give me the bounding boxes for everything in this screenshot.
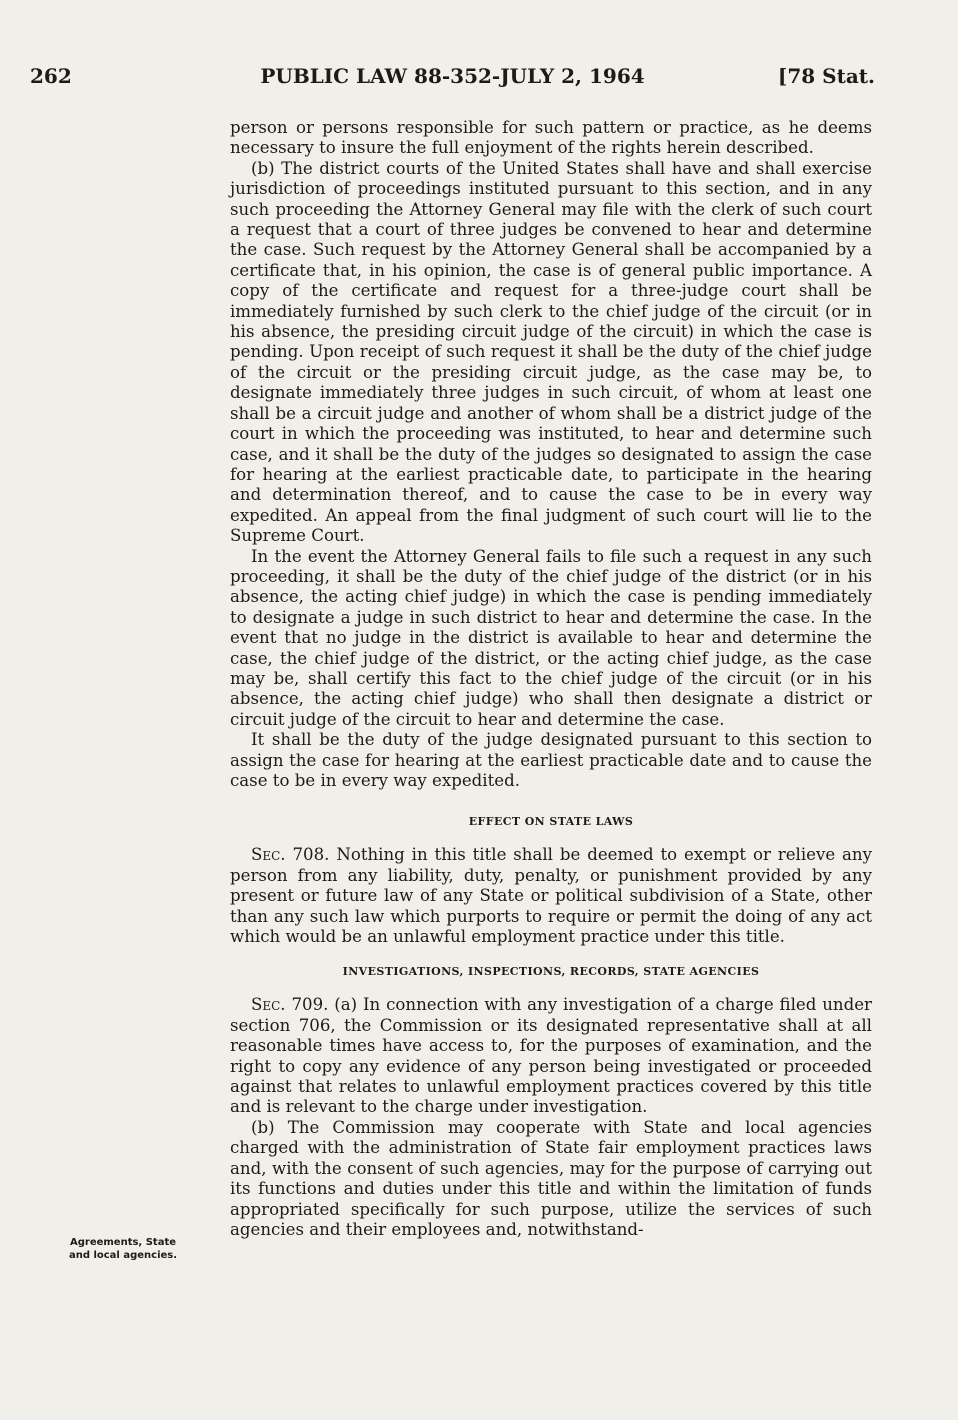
- page-header: [30, 64, 875, 94]
- running-title: PUBLIC LAW 88-352-JULY 2, 1964: [260, 64, 645, 88]
- paragraph: In the event the Attorney General fails to file such a request in any such proceeding, it shall be the duty of the chief judge of the district (or in his absence, the acting chief judge) in which the case is pending immediately to designate a judge in such district to hear and determine the case. In the event that no judge in the district is available to hear and determine the case, the chief judge of the district, or the acting chief judge, as the case may be, shall certify this fact to the chief judge of the circuit (or in his absence, the acting chief judge) who shall then designate a district or circuit judge of the circuit to hear and determine the case.: [230, 546, 872, 729]
- section-text: (a) In connection with any investigation of a charge filed under section 706, the Commission or its designated representative shall at all reasonable times have access to, for the purposes of examination, and the right to copy any evidence of any person being investigated or proceeded against that relates to unlawful employment practices covered by this title and is relevant to the charge under investigation.: [230, 995, 872, 1117]
- paragraph: It shall be the duty of the judge designated pursuant to this section to assign the case for hearing at the earliest practicable date and to cause the case to be in every way expedited.: [230, 730, 872, 790]
- paragraph: person or persons responsible for such pattern or practice, as he deems necessary to insure the full enjoyment of the rights herein described.: [230, 118, 872, 158]
- section-heading: INVESTIGATIONS, INSPECTIONS, RECORDS, STATE AGENCIES: [342, 965, 760, 979]
- paragraph: [230, 845, 872, 947]
- body-text: [230, 118, 872, 1240]
- paragraph: (b) The Commission may cooperate with State and local agencies charged with the administration of State fair employment practices laws and, with the consent of such agencies, may for the purpose of carrying out its functions and duties under this title and within the limitation of funds appropriated specifically for such purpose, utilize the services of such agencies and their employees and, notwithstand-: [230, 1117, 872, 1239]
- margin-note: Agreements, State and local agencies.: [68, 1237, 178, 1261]
- section-number: Sec. 708.: [251, 845, 330, 865]
- paragraph: (b) The district courts of the United States shall have and shall exercise jurisdiction of proceedings instituted pursuant to this section, and in any such proceeding the Attorney General may file with the clerk of such court a request that a court of three judges be convened to hear and determine the case. Such request by the Attorney General shall be accompanied by a certificate that, in his opinion, the case is of general public importance. A copy of the certificate and request for a three-judge court shall be immediately furnished by such clerk to the chief judge of the circuit (or in his absence, the presiding circuit judge of the circuit) in which the case is pending. Upon receipt of such request it shall be the duty of the chief judge of the circuit or the presiding circuit judge, as the case may be, to designate immediately three judges in such circuit, of whom at least one shall be a circuit judge and another of whom shall be a district judge of the court in which the proceeding was instituted, to hear and determine such case, and it shall be the duty of the judges so designated to assign the case for hearing at the earliest practicable date, to participate in the hearing and determination thereof, and to cause the case to be in every way expedited. An appeal from the final judgment of such court will lie to the Supreme Court.: [230, 158, 872, 546]
- page-number: 262: [30, 64, 72, 88]
- statute-reference: [78 Stat.: [777, 64, 875, 88]
- section-text: Nothing in this title shall be deemed to exempt or relieve any person from any liability, duty, penalty, or punishment provided by any present or future law of any State or political subdivision of a State, other than any such law which purports to require or permit the doing of any act which would be an unlawful employment practice under this title.: [230, 845, 872, 947]
- section-heading: EFFECT ON STATE LAWS: [468, 815, 634, 829]
- paragraph: [230, 995, 872, 1117]
- section-number: Sec. 709.: [251, 995, 329, 1015]
